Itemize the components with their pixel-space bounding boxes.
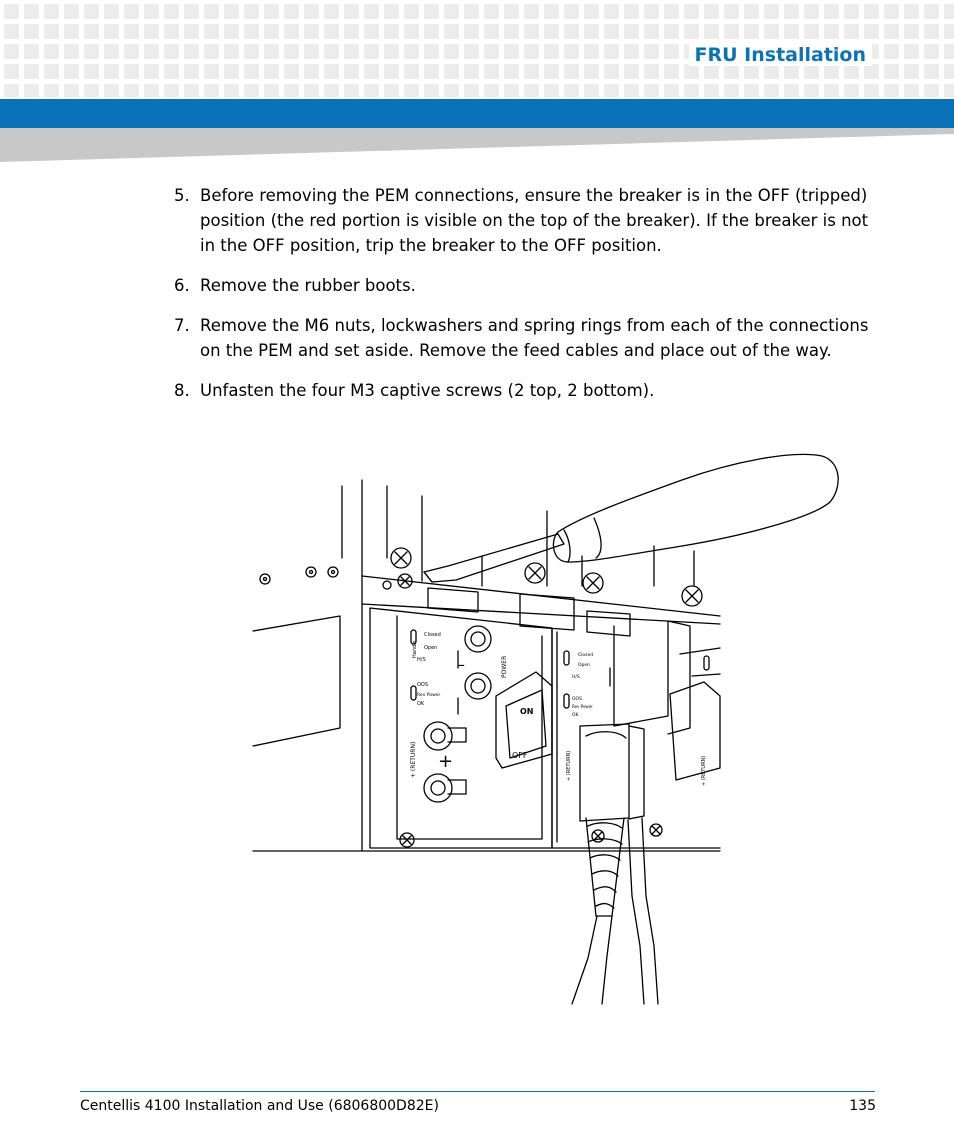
label-hs-2: H/S bbox=[572, 675, 580, 680]
step-item bbox=[174, 183, 884, 258]
label-minus: – bbox=[457, 655, 465, 674]
step-text: Remove the rubber boots. bbox=[200, 276, 416, 295]
label-closed: Closed bbox=[424, 632, 441, 638]
label-handle: Handle bbox=[412, 640, 418, 658]
label-closed-2: Closed bbox=[578, 653, 594, 658]
step-text: Remove the M6 nuts, lockwashers and spring rings from each of the connections on the PEM and set aside. Remove the feed cables and place out of the way. bbox=[200, 316, 869, 360]
label-on: ON bbox=[520, 707, 534, 716]
label-power: POWER bbox=[501, 655, 508, 678]
label-return: + (RETURN) bbox=[410, 741, 417, 778]
label-off: OFF bbox=[512, 751, 528, 760]
footer-doc-title: Centellis 4100 Installation and Use (6806800D82E) bbox=[80, 1098, 439, 1114]
label-open-2: Open bbox=[578, 663, 591, 668]
label-ok: OK bbox=[417, 701, 425, 707]
step-number: 7. bbox=[174, 316, 190, 335]
label-return-2: + (RETURN) bbox=[566, 750, 572, 781]
label-plus: + bbox=[438, 751, 454, 772]
step-item bbox=[174, 273, 884, 298]
footer-rule bbox=[80, 1091, 875, 1092]
page-number: 135 bbox=[849, 1098, 876, 1114]
instruction-steps bbox=[174, 183, 884, 418]
step-number: 6. bbox=[174, 276, 190, 295]
label-oos: OOS bbox=[417, 682, 429, 688]
label-return-3: + (RETURN) bbox=[701, 755, 707, 786]
header-blue-bar bbox=[0, 99, 954, 128]
label-hs: H/S bbox=[417, 657, 426, 663]
label-rev-power: Rev Power bbox=[417, 693, 441, 698]
label-rev-power-2: Rev Power bbox=[572, 704, 593, 709]
step-item bbox=[174, 313, 884, 363]
step-text: Unfasten the four M3 captive screws (2 top, 2 bottom). bbox=[200, 381, 655, 400]
header-gray-wedge bbox=[0, 128, 954, 164]
section-title: FRU Installation bbox=[689, 44, 872, 66]
step-number: 5. bbox=[174, 186, 190, 205]
step-number: 8. bbox=[174, 381, 190, 400]
step-item bbox=[174, 378, 884, 403]
step-text: Before removing the PEM connections, ensure the breaker is in the OFF (tripped) position (the red portion is visible on the top of the breaker). If the breaker is not in the OFF position, trip the breaker to the OFF position. bbox=[200, 186, 869, 255]
label-ok-2: OK bbox=[572, 713, 579, 718]
pem-screwdriver-illustration bbox=[252, 446, 842, 1008]
label-oos-2: OOS bbox=[572, 697, 582, 702]
label-open: Open bbox=[424, 645, 438, 651]
